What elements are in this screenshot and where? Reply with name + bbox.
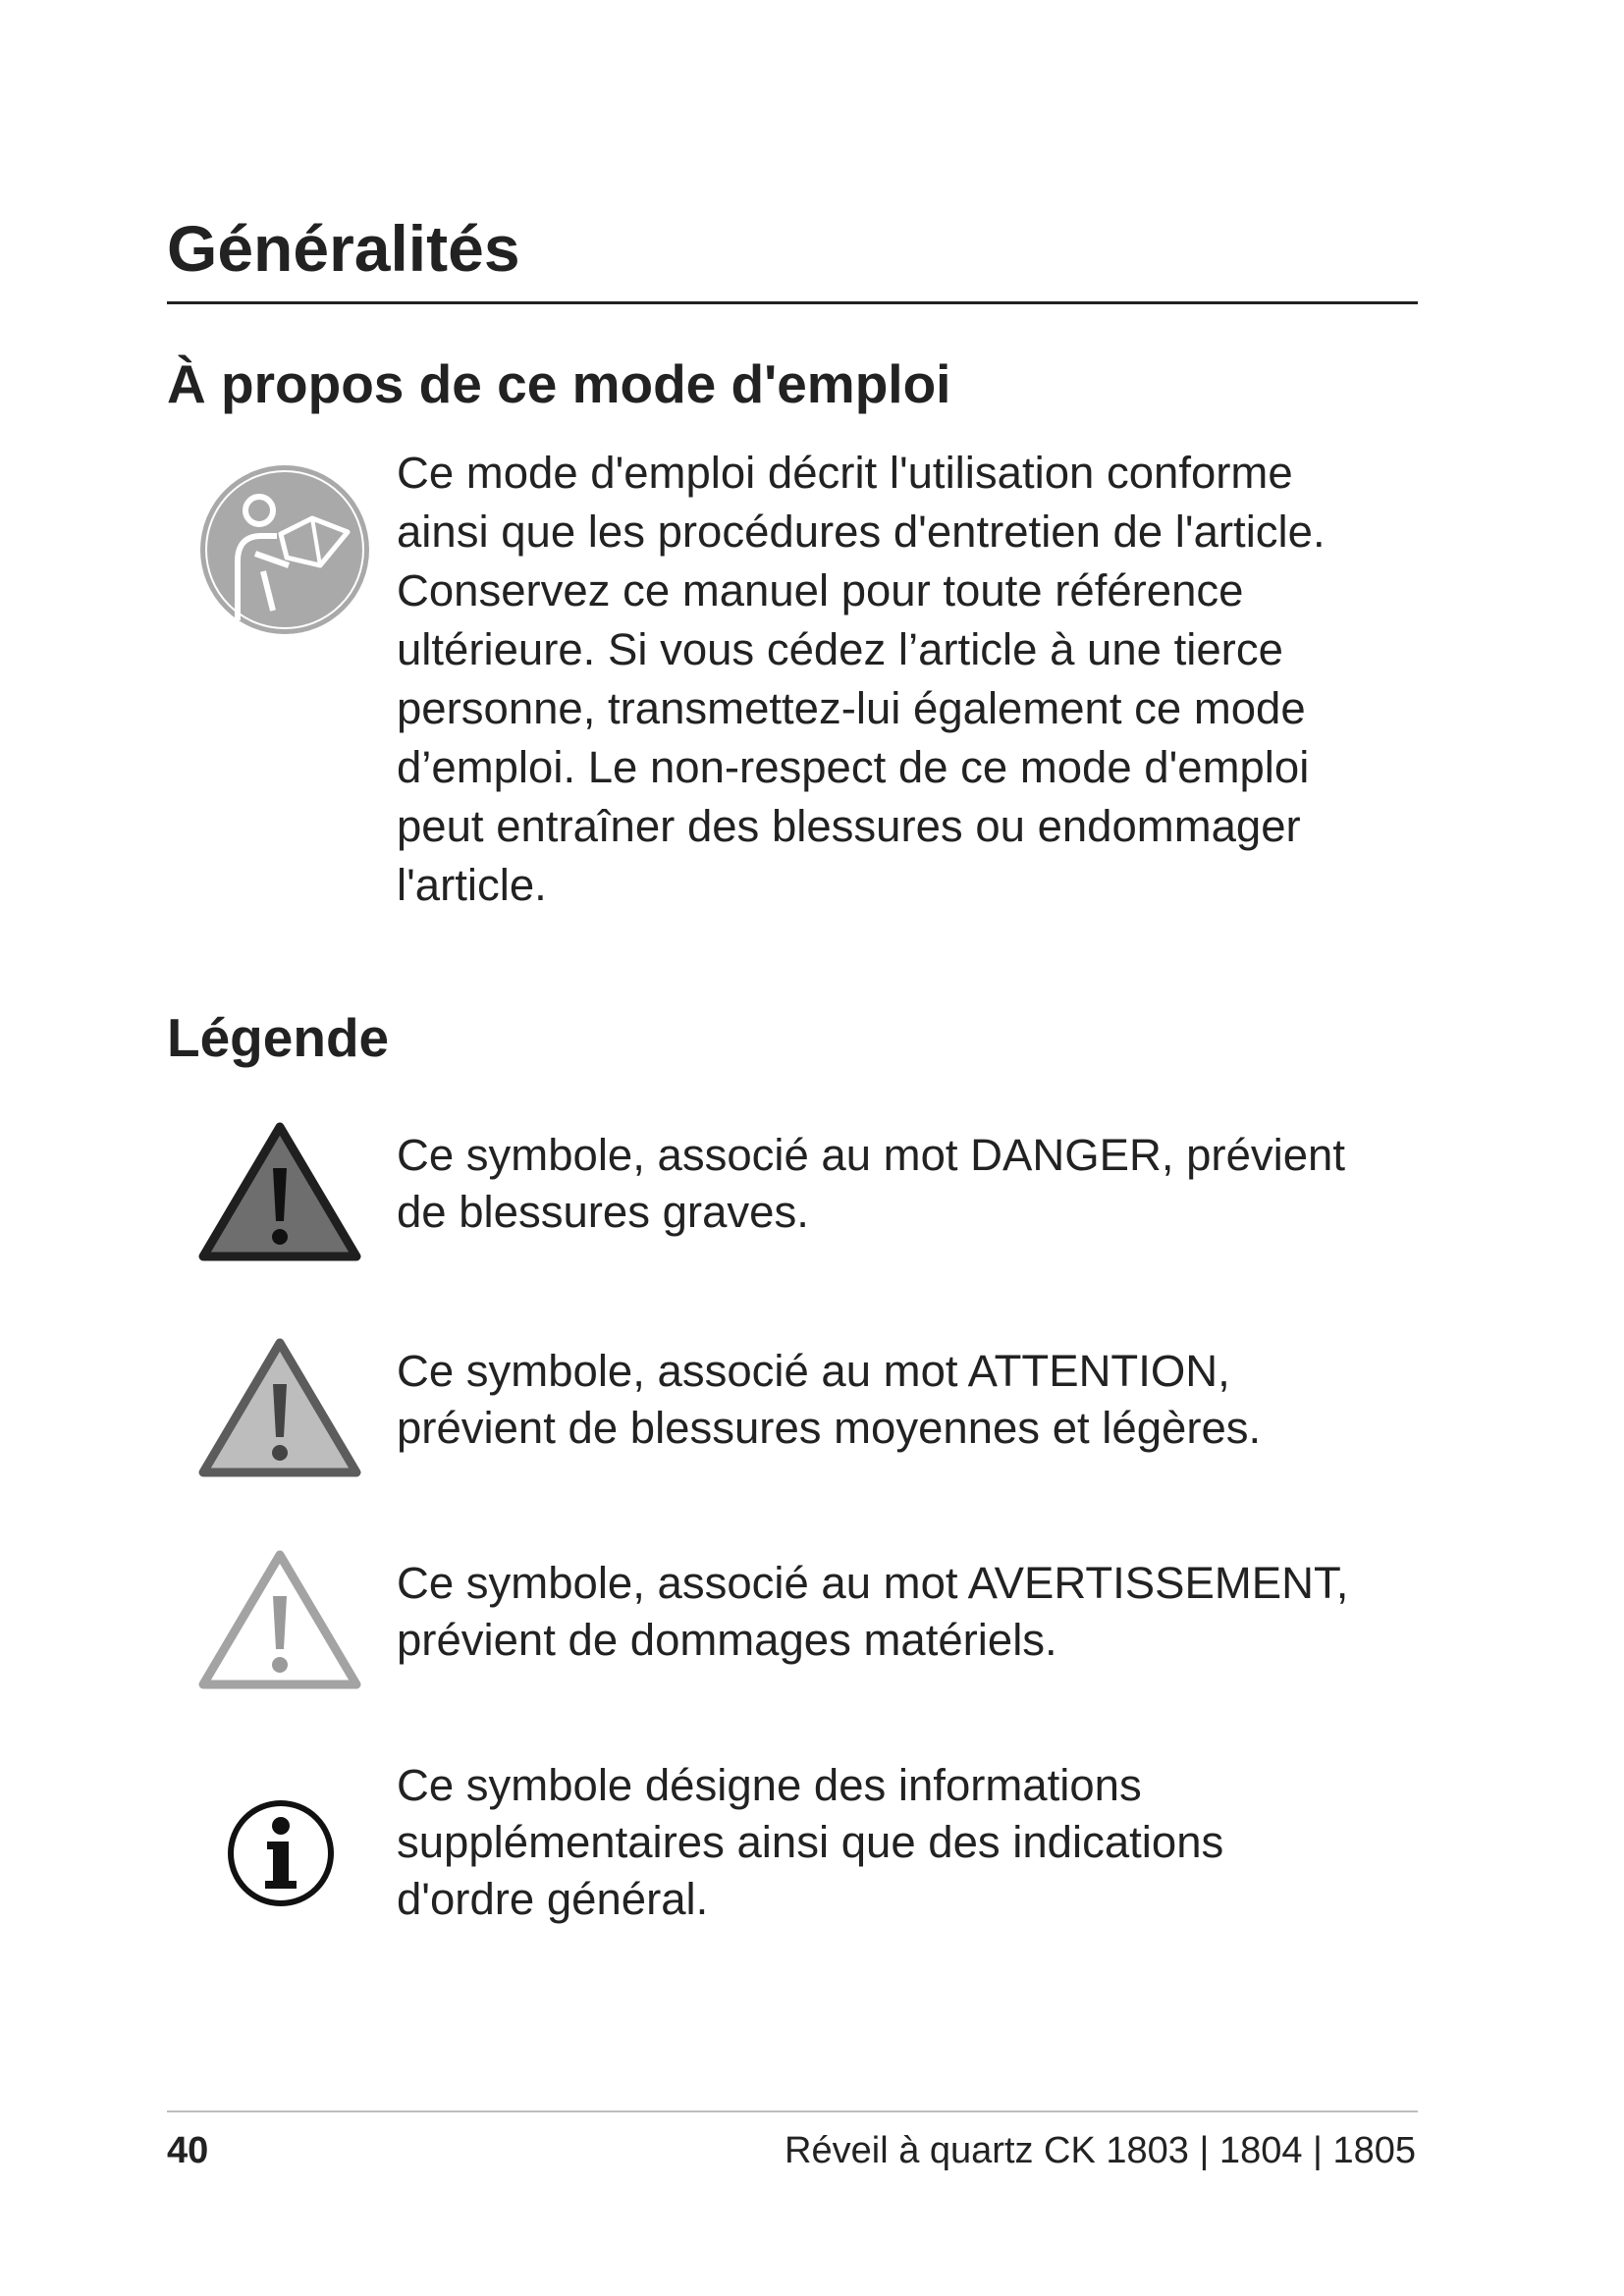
about-paragraph xyxy=(397,444,1437,915)
legend-line: d'ordre général. xyxy=(397,1874,709,1924)
legend-description xyxy=(397,1343,1428,1457)
about-line: personne, transmettez-lui également ce mode xyxy=(397,683,1306,733)
running-footer-title: Réveil à quartz CK 1803 | 1804 | 1805 xyxy=(785,2130,1416,2171)
legend-line: Ce symbole, associé au mot ATTENTION, xyxy=(397,1346,1230,1396)
about-line: ultérieure. Si vous cédez l’article à une tierce xyxy=(397,624,1283,674)
legend-line: prévient de blessures moyennes et légères. xyxy=(397,1403,1262,1453)
page-title: Généralités xyxy=(167,212,520,285)
about-line: ainsi que les procédures d'entretien de l'article. xyxy=(397,507,1326,557)
about-line: d’emploi. Le non-respect de ce mode d'emploi xyxy=(397,742,1310,792)
about-line: Ce mode d'emploi décrit l'utilisation conforme xyxy=(397,448,1293,498)
read-manual-icon xyxy=(198,463,371,636)
legend-description xyxy=(397,1757,1428,1928)
legend-line: Ce symbole désigne des informations xyxy=(397,1760,1142,1810)
about-line: l'article. xyxy=(397,860,547,910)
legend-description xyxy=(397,1127,1428,1241)
info-icon xyxy=(226,1798,336,1908)
section-title-legend: Légende xyxy=(167,1007,390,1068)
danger-warning-triangle-icon xyxy=(196,1119,363,1266)
section-title-about: À propos de ce mode d'emploi xyxy=(167,353,951,414)
legend-line: supplémentaires ainsi que des indications xyxy=(397,1817,1224,1867)
page-number: 40 xyxy=(167,2130,209,2171)
notice-warning-triangle-icon xyxy=(196,1547,363,1694)
legend-line: Ce symbole, associé au mot AVERTISSEMENT, xyxy=(397,1558,1349,1608)
legend-description xyxy=(397,1555,1428,1669)
title-divider xyxy=(167,301,1418,304)
footer-divider xyxy=(167,2110,1418,2112)
about-line: Conservez ce manuel pour toute référence xyxy=(397,565,1244,615)
legend-line: de blessures graves. xyxy=(397,1187,809,1237)
about-line: peut entraîner des blessures ou endommager xyxy=(397,801,1301,851)
legend-line: prévient de dommages matériels. xyxy=(397,1615,1057,1665)
legend-line: Ce symbole, associé au mot DANGER, prévient xyxy=(397,1130,1345,1180)
caution-warning-triangle-icon xyxy=(196,1335,363,1482)
